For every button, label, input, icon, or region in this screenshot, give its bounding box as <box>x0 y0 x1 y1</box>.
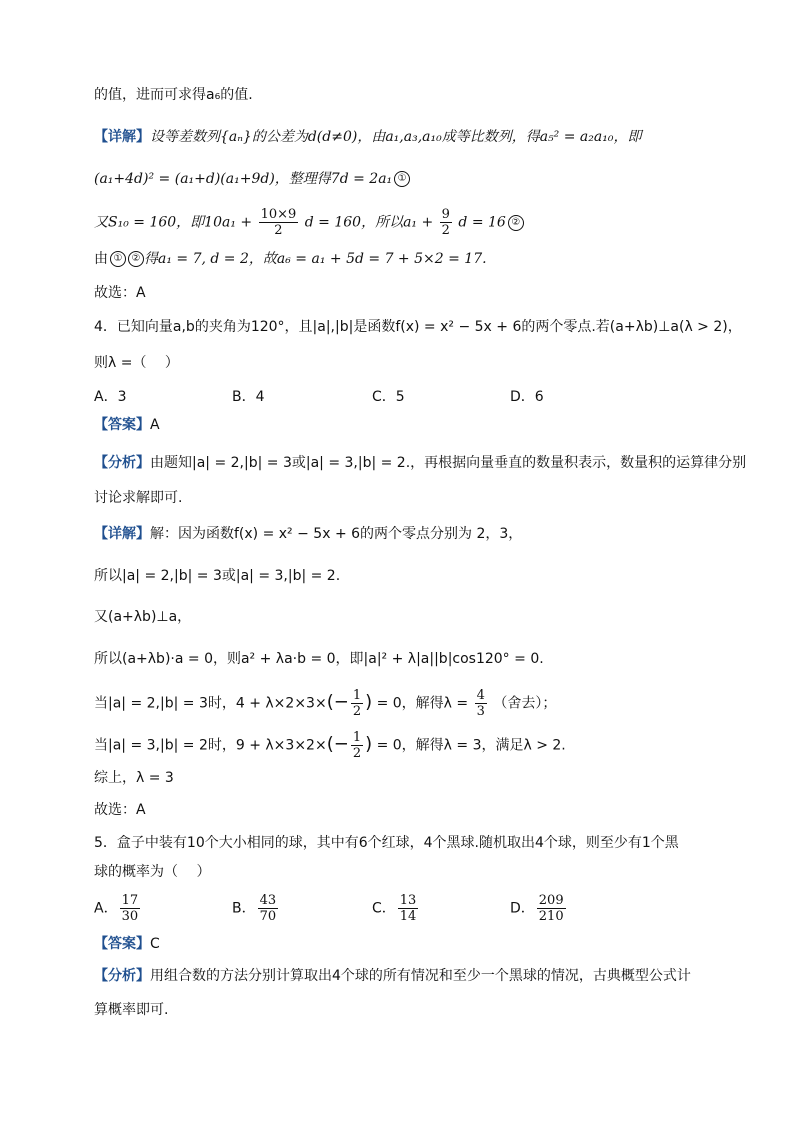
answer-choice-line: 故选：A <box>94 802 146 818</box>
circled-mark-1: ① <box>110 251 126 267</box>
detail-line: 综上，λ = 3 <box>94 770 174 786</box>
option-a: A． $\frac{17}{30}$ <box>94 893 139 924</box>
analysis-tag: 【分析】 <box>94 455 150 471</box>
detail-line: 【详解】设等差数列{aₙ}的公差为d(d≠0)，由a₁,a₃,a₁₀成等比数列，得a₅² = a₂a₁₀，即 <box>94 129 642 145</box>
option-a: A．3 <box>94 389 127 405</box>
option-c: C．5 <box>372 389 405 405</box>
analysis-line: 【分析】用组合数的方法分别计算取出4个球的所有情况和至少一个黑球的情况，古典概型公式计 <box>94 968 691 984</box>
option-b: B．4 <box>232 389 265 405</box>
detail-line: 【详解】解：因为函数f(x) = x² − 5x + 6的两个零点分别为 2，3， <box>94 526 523 542</box>
fraction: $\frac{1}{2}$ <box>352 730 362 761</box>
fraction: $\frac{1}{2}$ <box>352 688 362 719</box>
analysis-tag: 【分析】 <box>94 968 150 984</box>
analysis-line-2: 算概率即可. <box>94 1002 169 1018</box>
equation-line: 由 ① ② 得a₁ = 7, d = 2，故a₆ = a₁ + 5d = 7 + 5×2 = 17. <box>94 251 487 267</box>
question-5-stem: 5．盒子中装有10个大小相同的球，其中有6个红球，4个黑球.随机取出4个球，则至少有1个黑 <box>94 835 679 851</box>
detail-tag: 【详解】 <box>94 526 150 542</box>
detail-line: 所以(a+λb)·a = 0，则a² + λa·b = 0，即|a|² + λ|a||b|cos120° = 0. <box>94 651 544 667</box>
fraction: $\frac{43}{70}$ <box>259 893 277 924</box>
analysis-line: 【分析】由题知|a| = 2,|b| = 3或|a| = 3,|b| = 2.，再根据向量垂直的数量积表示，数量积的运算律分别 <box>94 455 747 471</box>
fraction: $\frac{9}{2}$ <box>441 207 450 238</box>
detail-line: 当|a| = 3,|b| = 2时，9 + λ×3×2×(− $\frac{1}{2}$ ) = 0，解得λ = 3，满足λ > 2. <box>94 730 566 761</box>
fraction: $\frac{10\times 9}{2}$ <box>260 207 297 238</box>
analysis-line-2: 讨论求解即可. <box>94 490 183 506</box>
circled-mark-2: ② <box>128 251 144 267</box>
question-4-stem-2: 则λ =（ ） <box>94 355 179 371</box>
question-5-stem-2: 球的概率为（ ） <box>94 864 211 880</box>
text-line: 的值，进而可求得a₆的值. <box>94 87 253 103</box>
answer-line: 【答案】A <box>94 417 160 433</box>
equation-line: (a₁+4d)² = (a₁+d)(a₁+9d)，整理得7d = 2a₁ ① <box>94 168 734 190</box>
fraction: $\frac{13}{14}$ <box>399 893 417 924</box>
option-d: D． $\frac{209}{210}$ <box>510 893 564 924</box>
detail-tag: 【详解】 <box>94 129 150 145</box>
answer-tag: 【答案】 <box>94 417 150 433</box>
detail-line: 又(a+λb)⊥a， <box>94 609 192 625</box>
circled-mark-2: ② <box>508 215 524 231</box>
answer-line: 【答案】C <box>94 936 160 952</box>
fraction: $\frac{4}{3}$ <box>476 688 485 719</box>
option-c: C． $\frac{13}{14}$ <box>372 893 417 924</box>
equation-line: 又S₁₀ = 160，即10a₁ + $\frac{10\times 9}{2}$ d = 160，所以a₁ + $\frac{9}{2}$ d = 16 ② <box>94 207 734 238</box>
detail-line: 当|a| = 2,|b| = 3时，4 + λ×2×3×(− $\frac{1}{2}$ ) = 0，解得λ = $\frac{4}{3}$ （舍去）； <box>94 688 557 719</box>
option-d: D．6 <box>510 389 544 405</box>
fraction: $\frac{209}{210}$ <box>538 893 564 924</box>
detail-line: 所以|a| = 2,|b| = 3或|a| = 3,|b| = 2. <box>94 568 341 584</box>
question-4-stem: 4．已知向量a,b的夹角为120°，且|a|,|b|是函数f(x) = x² − 5x + 6的两个零点.若(a+λb)⊥a(λ > 2)， <box>94 319 742 335</box>
circled-mark-1: ① <box>394 171 410 187</box>
option-b: B． $\frac{43}{70}$ <box>232 893 277 924</box>
fraction: $\frac{17}{30}$ <box>121 893 139 924</box>
answer-choice-line: 故选：A <box>94 285 146 301</box>
answer-tag: 【答案】 <box>94 936 150 952</box>
